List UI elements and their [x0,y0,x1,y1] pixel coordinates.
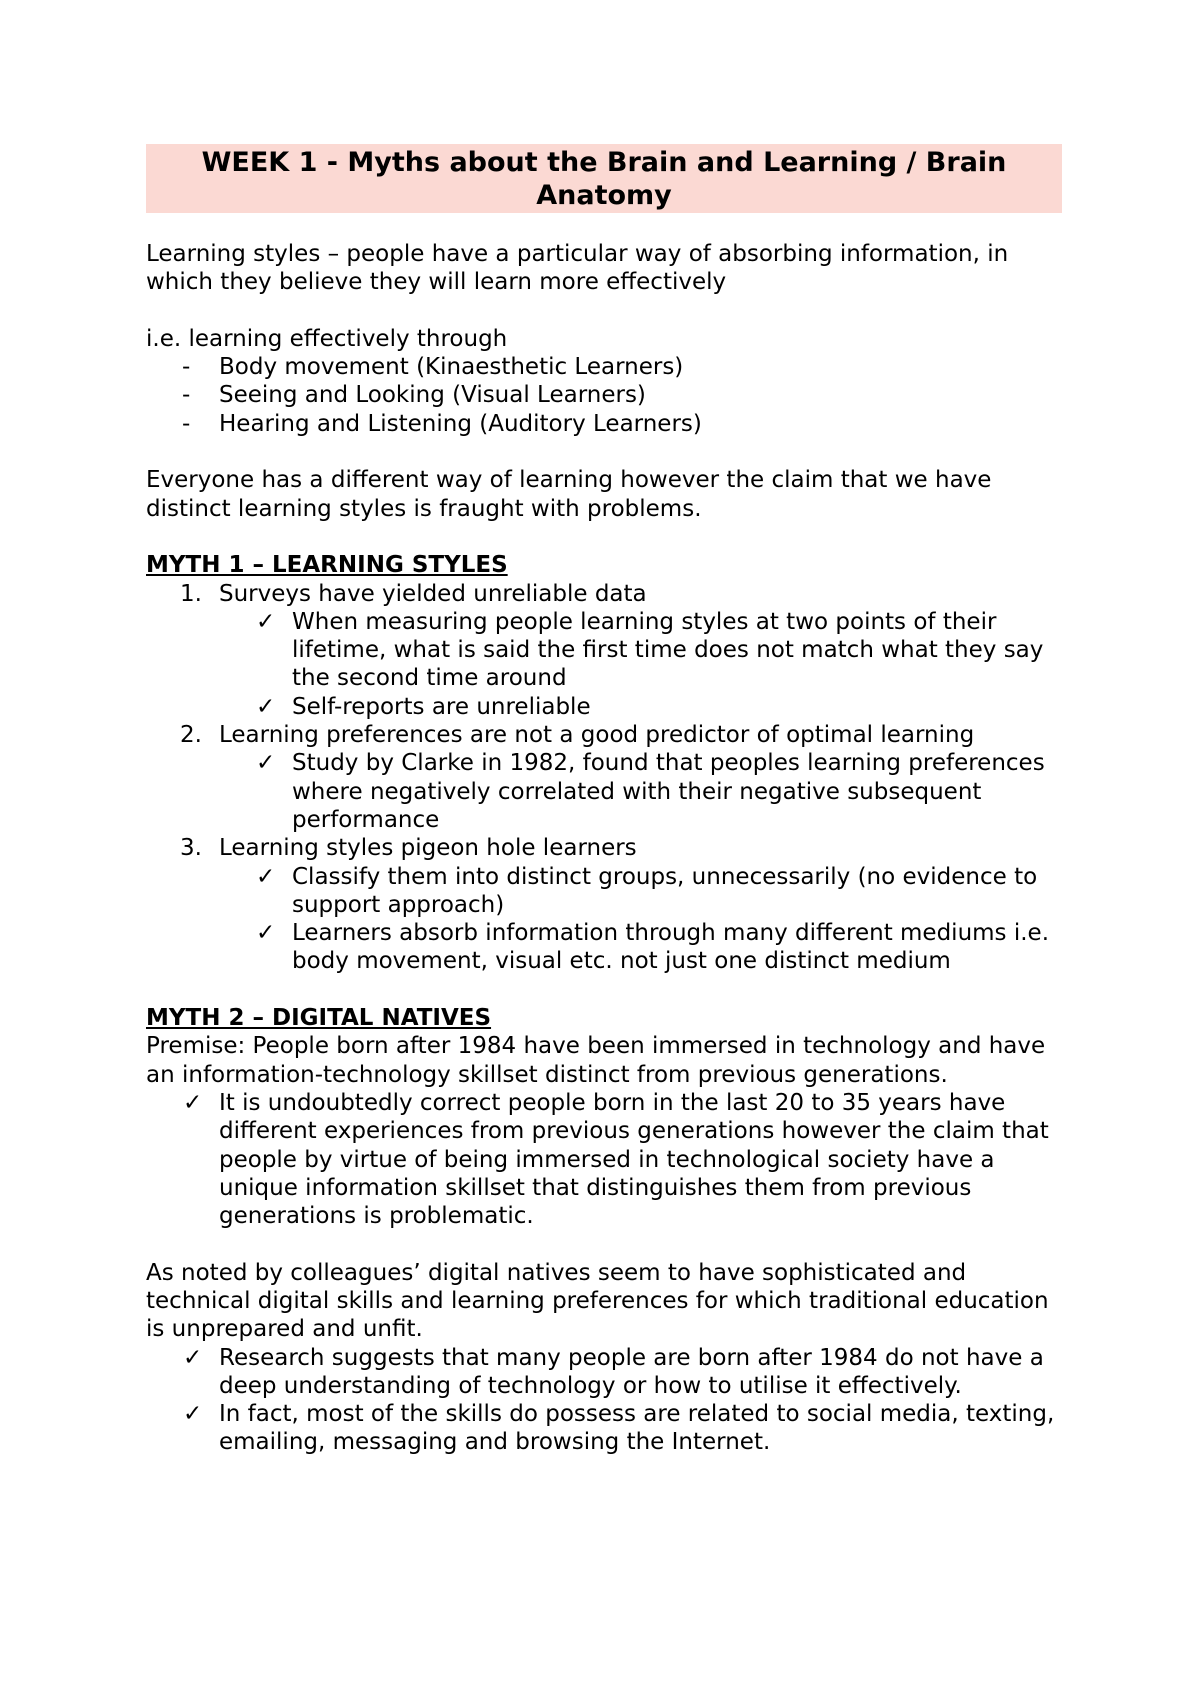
list-lead: i.e. learning effectively through [146,325,508,352]
myth1-heading: MYTH 1 – LEARNING STYLES [146,552,508,579]
learning-styles-definition: Learning styles – people have a particular way of absorbing information, in which they believe they will learn more effectively [146,241,1009,296]
colleague-point [146,1400,1062,1457]
point-number: 1. [180,580,202,607]
sub-point-text: Study by Clarke in 1982, found that peoples learning preferences where negatively correlated with their negative subsequent performance [292,750,1045,833]
check-icon: ✓ [256,920,276,947]
check-icon: ✓ [183,1401,203,1428]
check-icon: ✓ [256,750,276,777]
spacer [146,1230,1062,1258]
premise-point [146,1089,1062,1230]
sub-point [146,749,1062,834]
style-item [146,410,1062,438]
premise-point-text: It is undoubtedly correct people born in the last 20 to 35 years have different experiences from previous generations however the claim that people by virtue of being immersed in technological society have a unique information skillset that distinguishes them from previous generations is problematic. [219,1089,1049,1230]
check-icon: ✓ [256,693,276,720]
style-item-text: Hearing and Listening (Auditory Learners) [219,410,702,437]
myth2-premise: Premise: People born after 1984 have been immersed in technology and have an information-technology skillset distinct from previous generations. [146,1033,1046,1088]
spacer [146,976,1062,1004]
myth1-point [146,580,1062,608]
sub-point [146,693,1062,721]
style-item [146,353,1062,381]
dash-marker: - [182,382,191,409]
sub-point-text: Classify them into distinct groups, unnecessarily (no evidence to support approach) [292,863,1038,918]
point-text: Surveys have yielded unreliable data [219,580,647,607]
document-title: WEEK 1 - Myths about the Brain and Learning / Brain Anatomy [146,144,1062,213]
spacer [146,523,1062,551]
check-icon: ✓ [183,1089,203,1116]
style-item-text: Seeing and Looking (Visual Learners) [219,382,646,409]
myth1-point [146,721,1062,749]
check-icon: ✓ [256,863,276,890]
sub-point [146,863,1062,920]
colleague-point-text: In fact, most of the skills do possess are related to social media, texting, emailing, messaging and browsing the Internet. [219,1401,1055,1456]
myth2-heading: MYTH 2 – DIGITAL NATIVES [146,1005,492,1032]
style-item-text: Body movement (Kinaesthetic Learners) [219,354,684,381]
spacer [146,297,1062,325]
style-item [146,381,1062,409]
check-icon: ✓ [183,1344,203,1371]
sub-point-text: Learners absorb information through many different mediums i.e. body movement, visual etc. not just one distinct medium [292,920,1050,975]
sub-point-text: Self-reports are unreliable [292,693,591,720]
intro-closing: Everyone has a different way of learning however the claim that we have distinct learning styles is fraught with problems. [146,467,992,522]
myth1-point [146,834,1062,862]
document-page [146,144,1062,1457]
dash-marker: - [182,354,191,381]
check-icon: ✓ [256,608,276,635]
spacer [146,438,1062,466]
point-number: 3. [180,835,202,862]
point-text: Learning preferences are not a good predictor of optimal learning [219,722,975,749]
colleague-point [146,1344,1062,1401]
sub-point [146,919,1062,976]
sub-point-text: When measuring people learning styles at two points of their lifetime, what is said the first time does not match what they say the second time around [292,608,1044,692]
sub-point [146,608,1062,693]
dash-marker: - [182,410,191,437]
point-number: 2. [180,722,202,749]
colleague-point-text: Research suggests that many people are born after 1984 do not have a deep understanding of technology or how to utilise it effectively. [219,1344,1044,1399]
myth2-colleagues: As noted by colleagues’ digital natives seem to have sophisticated and technical digital skills and learning preferences for which traditional education is unprepared and unfit. [146,1259,1049,1343]
point-text: Learning styles pigeon hole learners [219,835,637,862]
